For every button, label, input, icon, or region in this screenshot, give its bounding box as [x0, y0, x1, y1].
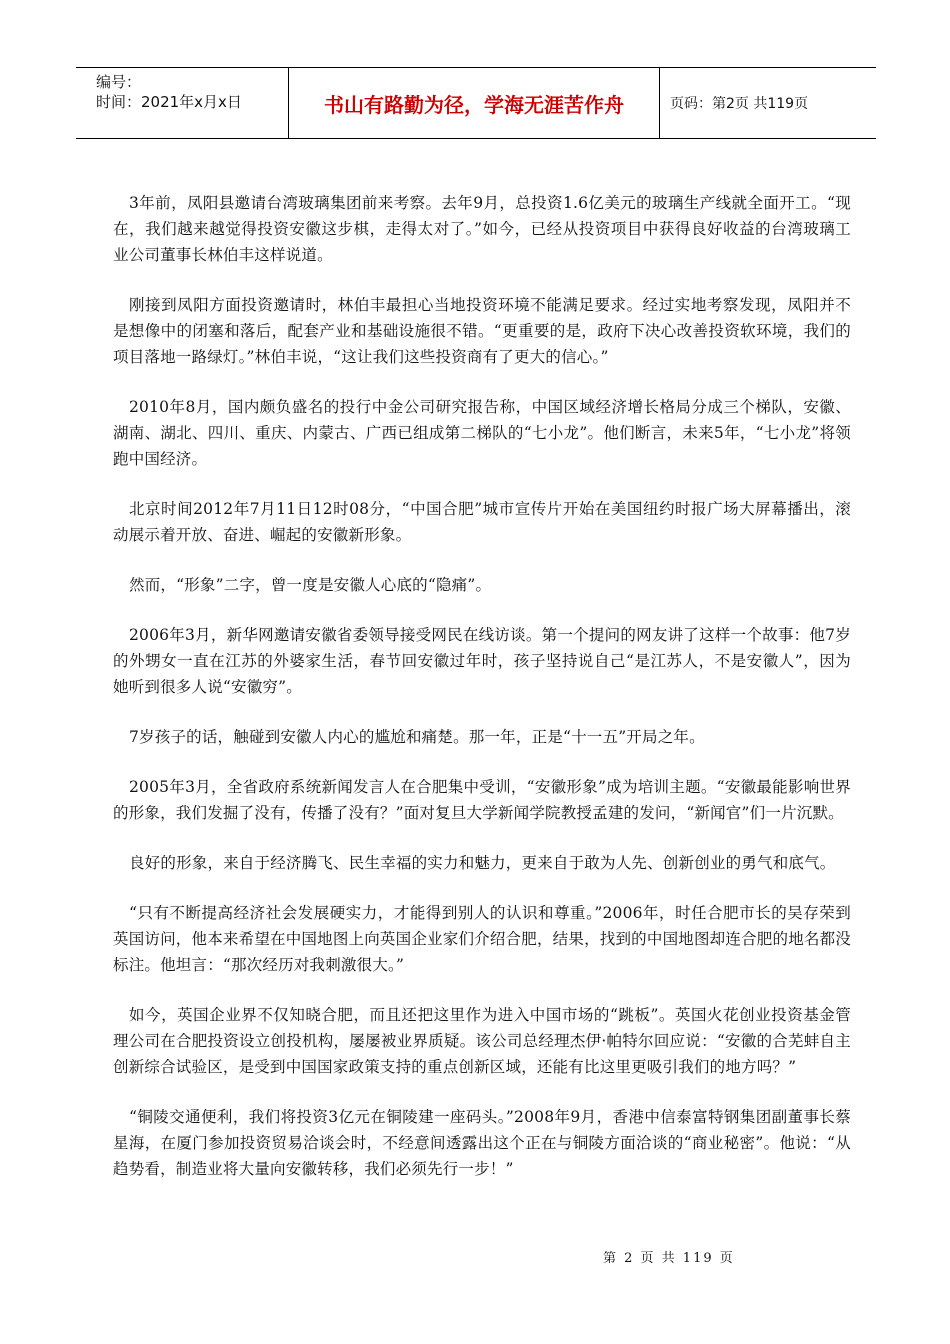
paragraph: 2010年8月，国内颇负盛名的投行中金公司研究报告称，中国区域经济增长格局分成三个梯队，安徽、湖南、湖北、四川、重庆、内蒙古、广西已组成第二梯队的“七小龙”。他们断言，未来5年，“七小龙”将领跑中国经济。	[113, 398, 851, 468]
paragraph: 2006年3月，新华网邀请安徽省委领导接受网民在线访谈。第一个提问的网友讲了这样一个故事：他7岁的外甥女一直在江苏的外婆家生活，春节回安徽过年时，孩子坚持说自己“是江苏人，不是安徽人”，因为她听到很多人说“安徽穷”。	[113, 626, 851, 696]
paragraph: “只有不断提高经济社会发展硬实力，才能得到别人的认识和尊重。”2006年，时任合肥市长的吴存荣到英国访问，他本来希望在中国地图上向英国企业家们介绍合肥，结果，找到的中国地图却连合肥的地名都没标注。他坦言：“那次经历对我刺激很大。”	[113, 904, 851, 974]
page-footer: 第 2 页 共 119 页	[603, 1251, 735, 1266]
paragraph: “铜陵交通便利，我们将投资3亿元在铜陵建一座码头。”2008年9月，香港中信泰富特钢集团副董事长蔡星海，在厦门参加投资贸易洽谈会时，不经意间透露出这个正在与铜陵方面洽谈的“商业秘密”。他说：“从趋势看，制造业将大量向安徽转移，我们必须先行一步！”	[113, 1108, 851, 1178]
paragraph: 北京时间2012年7月11日12时08分，“中国合肥”城市宣传片开始在美国纽约时报广场大屏幕播出，滚动展示着开放、奋进、崛起的安徽新形象。	[113, 500, 851, 544]
paragraph: 2005年3月，全省政府系统新闻发言人在合肥集中受训，“安徽形象”成为培训主题。“安徽最能影响世界的形象，我们发掘了没有，传播了没有？”面对复旦大学新闻学院教授孟建的发问，“新闻官”们一片沉默。	[113, 778, 851, 822]
header-meta	[76, 68, 288, 138]
header-motto: 书山有路勤为径，学海无涯苦作舟	[288, 68, 660, 138]
document-header	[76, 67, 876, 139]
article-body	[113, 190, 851, 1206]
header-page-info: 页码：第2页 共119页	[670, 96, 809, 112]
paragraph: 7岁孩子的话，触碰到安徽人内心的尴尬和痛楚。那一年，正是“十一五”开局之年。	[129, 728, 705, 746]
paragraph: 刚接到凤阳方面投资邀请时，林伯丰最担心当地投资环境不能满足要求。经过实地考察发现，凤阳并不是想像中的闭塞和落后，配套产业和基础设施很不错。“更重要的是，政府下决心改善投资软环境，我们的项目落地一路绿灯。”林伯丰说，“这让我们这些投资商有了更大的信心。”	[113, 296, 851, 366]
number-label: 编号：	[96, 73, 142, 91]
paragraph: 如今，英国企业界不仅知晓合肥，而且还把这里作为进入中国市场的“跳板”。英国火花创业投资基金管理公司在合肥投资设立创投机构，屡屡被业界质疑。该公司总经理杰伊·帕特尔回应说：“安徽的合芜蚌自主创新综合试验区，是受到中国国家政策支持的重点创新区域，还能有比这里更吸引我们的地方吗？”	[113, 1006, 851, 1076]
paragraph: 良好的形象，来自于经济腾飞、民生幸福的实力和魅力，更来自于敢为人先、创新创业的勇气和底气。	[129, 854, 836, 872]
paragraph: 3年前，凤阳县邀请台湾玻璃集团前来考察。去年9月，总投资1.6亿美元的玻璃生产线就全面开工。“现在，我们越来越觉得投资安徽这步棋，走得太对了。”如今，已经从投资项目中获得良好收益的台湾玻璃工业公司董事长林伯丰这样说道。	[113, 194, 851, 264]
paragraph: 然而，“形象”二字，曾一度是安徽人心底的“隐痛”。	[129, 576, 492, 594]
date-label: 时间：2021年x月x日	[96, 93, 242, 111]
